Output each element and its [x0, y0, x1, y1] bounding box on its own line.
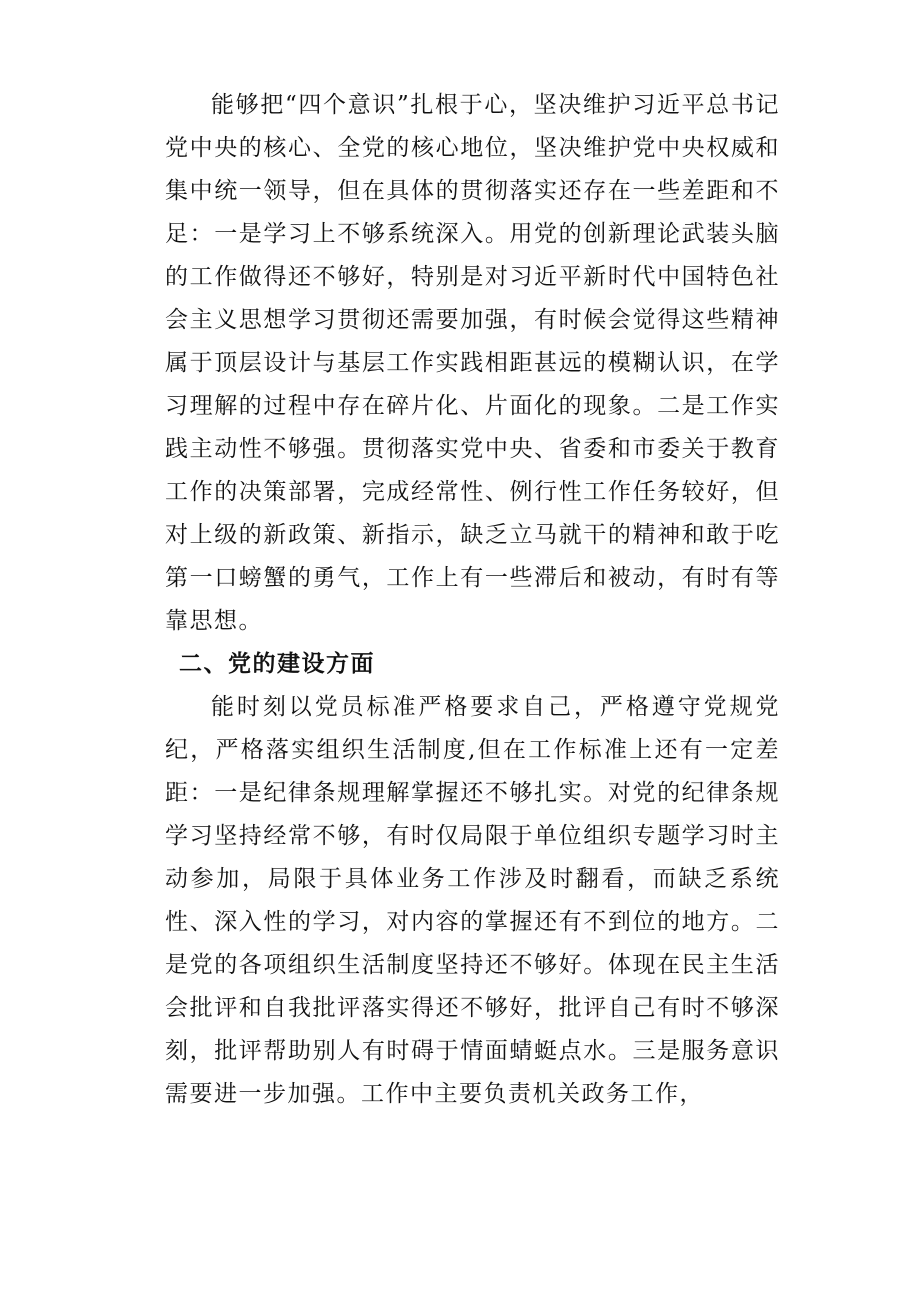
section-heading: 二、党的建设方面	[179, 651, 375, 677]
document-body	[165, 84, 780, 1116]
paragraph: 能时刻以党员标准严格要求自己，严格遵守党规党纪，严格落实组织生活制度,但在工作标准上还有一定差距：一是纪律条规理解掌握还不够扎实。对党的纪律条规学习坚持经常不够，有时仅局限于单位组织专题学习时主动参加，局限于具体业务工作涉及时翻看，而缺乏系统性、深入性的学习，对内容的掌握还有不到位的地方。二是党的各项组织生活制度坚持还不够好。体现在民主生活会批评和自我批评落实得还不够好，批评自己有时不够深刻，批评帮助别人有时碍于情面蜻蜓点水。三是服务意识需要进一步加强。工作中主要负责机关政务工作，	[165, 694, 780, 1107]
paragraph: 能够把“四个意识”扎根于心，坚决维护习近平总书记党中央的核心、全党的核心地位，坚决维护党中央权威和集中统一领导，但在具体的贯彻落实还存在一些差距和不足：一是学习上不够系统深入。用党的创新理论武装头脑的工作做得还不够好，特别是对习近平新时代中国特色社会主义思想学习贯彻还需要加强，有时候会觉得这些精神属于顶层设计与基层工作实践相距甚远的模糊认识，在学习理解的过程中存在碎片化、片面化的现象。二是工作实践主动性不够强。贯彻落实党中央、省委和市委关于教育工作的决策部署，完成经常性、例行性工作任务较好，但对上级的新政策、新指示，缺乏立马就干的精神和敢于吃第一口螃蟹的勇气，工作上有一些滞后和被动，有时有等靠思想。	[165, 92, 780, 634]
